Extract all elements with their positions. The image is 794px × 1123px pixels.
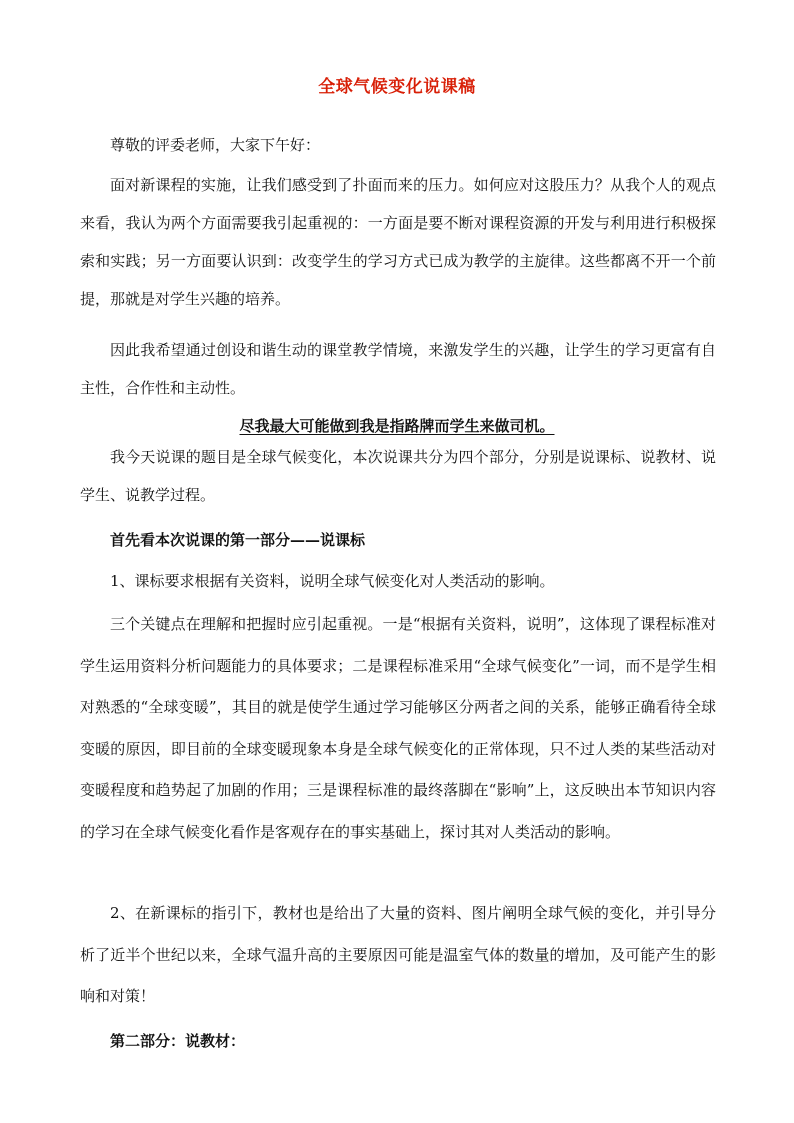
purpose-paragraph: 因此我希望通过创设和谐生动的课堂教学情境，来激发学生的兴趣，让学生的学习更富有自主性，合作性和主动性。 bbox=[80, 341, 716, 397]
document-title: 全球气候变化说课稿 bbox=[318, 77, 476, 97]
topic-paragraph: 我今天说课的题目是全球气候变化，本次说课共分为四个部分，分别是说课标、说教材、说学生、说教学过程。 bbox=[80, 448, 716, 504]
curriculum-point-1: 1、课标要求根据有关资料，说明全球气候变化对人类活动的影响。 bbox=[110, 572, 555, 590]
section-heading-textbook: 第二部分：说教材： bbox=[110, 1032, 246, 1050]
key-points-paragraph: 三个关键点在理解和把握时应引起重视。一是“根据有关资料，说明”，这体现了课程标准对学生运用资料分析问题能力的具体要求；二是课程标准采用“全球气候变化”一词，而不是学生相对熟悉的“全球变暖”，其目的就是使学生通过学习能够区分两者之间的关系，能够正确看待全球变暖的原因，即目前的全球变暖现象本身是全球气候变化的正常体现，只不过人类的某些活动对变暖程度和趋势起了加剧的作用；三是课程标准的最终落脚在“影响”上，这反映出本节知识内容的学习在全球气候变化看作是客观存在的事实基础上，探讨其对人类活动的影响。 bbox=[80, 615, 716, 841]
section-heading-curriculum: 首先看本次说课的第一部分——说课标 bbox=[110, 531, 366, 549]
centered-underlined-note: 尽我最大可能做到我是指路牌而学生来做司机。 bbox=[239, 417, 555, 435]
curriculum-point-2: 2、在新课标的指引下，教材也是给出了大量的资料、图片阐明全球气候的变化，并引导分析了近半个世纪以来，全球气温升高的主要原因可能是温室气体的数量的增加，及可能产生的影响和对策！ bbox=[80, 904, 716, 1005]
intro-paragraph: 面对新课程的实施，让我们感受到了扑面而来的压力。如何应对这股压力？从我个人的观点来看，我认为两个方面需要我引起重视的：一方面是要不断对课程资源的开发与利用进行积极探索和实践；另一方面要认识到：改变学生的学习方式已成为教学的主旋律。这些都离不开一个前提，那就是对学生兴趣的培养。 bbox=[80, 176, 716, 308]
greeting-paragraph: 尊敬的评委老师，大家下午好： bbox=[110, 136, 321, 154]
